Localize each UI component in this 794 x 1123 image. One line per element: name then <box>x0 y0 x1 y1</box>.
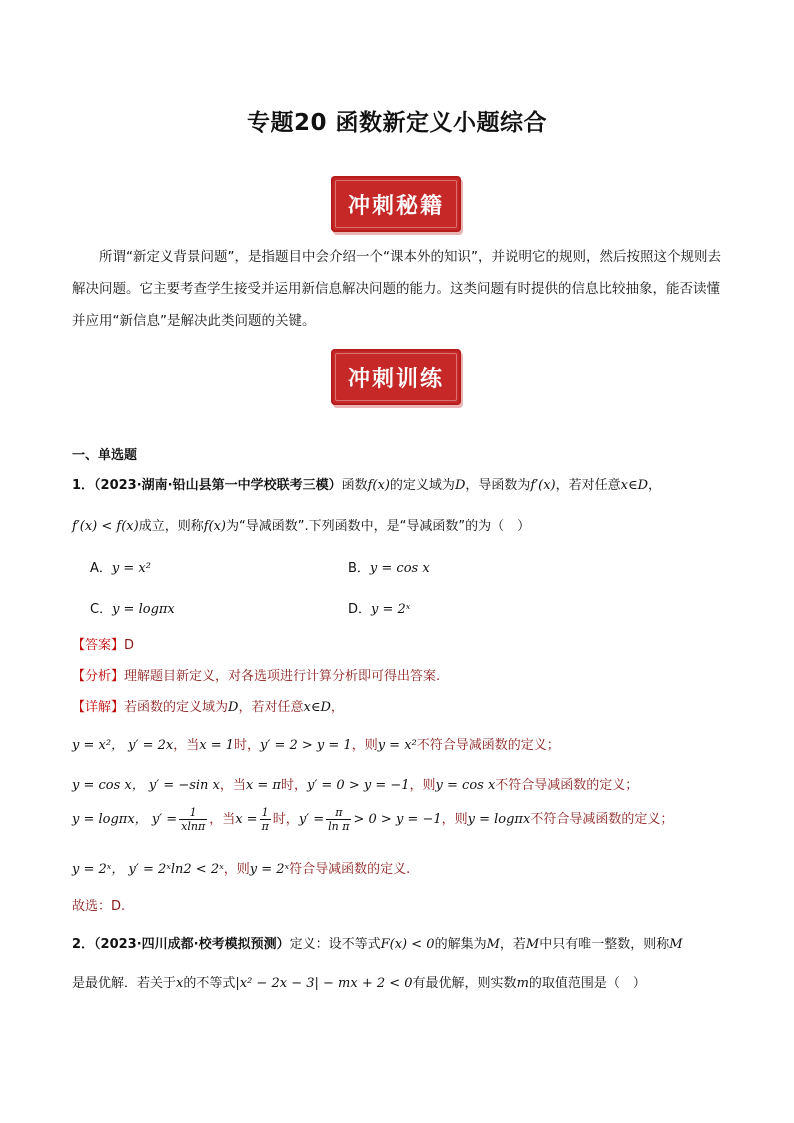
fraction <box>260 806 271 833</box>
q1-text: 的定义域为 <box>389 478 455 493</box>
q1-step4 <box>72 858 410 877</box>
step-text: ，当 <box>209 812 236 827</box>
step-text: ，则 <box>409 778 436 793</box>
q2-line1 <box>72 933 683 952</box>
analysis-tag: 【分析】 <box>72 669 125 684</box>
q1-option-b <box>348 557 430 576</box>
analysis-text: 理解题目新定义，对各选项进行计算分析即可得出答案. <box>124 669 441 684</box>
option-label: D． <box>348 602 372 617</box>
q1-step3 <box>72 806 673 833</box>
q1-text: 成立，则称 <box>138 519 204 534</box>
q2-text: 有最优解，则实数 <box>412 976 517 991</box>
step-text: ，则 <box>441 812 468 827</box>
q1-option-d <box>348 598 410 617</box>
step-math: x = π <box>245 778 281 793</box>
fraction-numerator: 1 <box>179 806 207 820</box>
step-text: ，则 <box>351 738 378 753</box>
q1-math: D <box>454 478 466 493</box>
page-title: 专题20 函数新定义小题综合 <box>246 110 547 136</box>
detail-text: ，若对任意 <box>238 700 304 715</box>
answer-value: D <box>124 638 135 653</box>
option-math: y = cos x <box>369 561 430 576</box>
q1-detail <box>72 696 344 715</box>
step-text: 时， <box>272 812 299 827</box>
q2-text: 的取值范围是（ ） <box>528 976 646 991</box>
option-math: y = logπx <box>112 602 175 617</box>
detail-tag: 【详解】 <box>72 700 125 715</box>
q1-step1 <box>72 734 560 753</box>
option-math: y = x² <box>111 561 151 576</box>
step-text: 不符合导减函数的定义； <box>495 778 639 793</box>
q2-number: 2． <box>72 937 95 952</box>
q1-number: 1． <box>72 478 95 493</box>
q2-math: M <box>525 937 540 952</box>
fraction-numerator: 1 <box>260 806 271 820</box>
fraction <box>179 806 207 833</box>
step-math: x = 1 <box>199 738 235 753</box>
step-text: 符合导减函数的定义. <box>289 862 411 877</box>
option-math: y = 2ˣ <box>371 602 411 617</box>
step-math: y′ = <box>298 812 325 827</box>
q2-text: 的不等式 <box>183 976 236 991</box>
step-text: 不符合导减函数的定义； <box>416 738 560 753</box>
q2-math: M <box>486 937 500 952</box>
fraction-denominator: xlnπ <box>181 820 206 833</box>
detail-math: x∈D <box>303 700 331 715</box>
q1-math: f′(x) < f(x) <box>72 519 139 534</box>
q2-math: x <box>176 976 184 991</box>
step-math: y = 2ˣ <box>249 862 290 877</box>
step-math: y = logπx， y′ = <box>72 812 178 827</box>
step-math: y′ = 2 > y = 1 <box>260 738 352 753</box>
section-heading: 一、单选题 <box>72 448 138 463</box>
intro-paragraph: 所谓“新定义背景问题”，是指题目中会介绍一个“课本外的知识”，并说明它的规则，然后按照这个规则去解决问题。它主要考查学生接受并运用新信息解决问题的能力。这类问题有时提供的信息比较抽象，能否读懂并应用“新信息”是解决此类问题的关键。 <box>72 249 721 329</box>
q2-source: （2023·四川成都·校考模拟预测） <box>94 937 290 952</box>
step-math: y = logπx <box>467 812 531 827</box>
step-text: ，当 <box>173 738 200 753</box>
step-text: 时， <box>234 738 261 753</box>
step-math: y = x²， y′ = 2x <box>72 738 174 753</box>
q1-choose: 故选：D. <box>72 899 126 914</box>
q1-math: x∈D <box>620 478 649 493</box>
option-label: A． <box>90 561 112 576</box>
fraction-numerator: π <box>326 806 351 820</box>
option-label: B． <box>348 561 370 576</box>
q2-math: F(x) < 0 <box>380 937 435 952</box>
q2-text: 定义：设不等式 <box>289 937 381 952</box>
step-text: 时， <box>280 778 307 793</box>
step-text: 不符合导减函数的定义； <box>530 812 674 827</box>
step-math: y = cos x <box>435 778 496 793</box>
q2-line2 <box>72 972 646 991</box>
fraction <box>326 806 351 833</box>
step-math: y = 2ˣ， y′ = 2ˣln2 < 2ˣ <box>72 862 224 877</box>
q1-line1 <box>72 474 661 493</box>
q1-math: f(x) <box>367 478 390 493</box>
q2-math: M <box>669 937 683 952</box>
q2-text: ，若 <box>499 937 526 952</box>
q2-math: m <box>516 976 529 991</box>
fraction-denominator: ln π <box>328 820 350 833</box>
q2-text: 中只有唯一整数，则称 <box>539 937 670 952</box>
q1-math: f′(x) <box>530 478 556 493</box>
banner-sprint-training <box>331 349 461 405</box>
q1-source: （2023·湖南·铅山县第一中学校联考三模） <box>94 478 342 493</box>
q1-option-c <box>90 598 175 617</box>
banner-sprint-tips-label: 冲刺秘籍 <box>347 192 444 219</box>
q1-text: ，导函数为 <box>465 478 531 493</box>
answer-tag: 【答案】 <box>72 638 125 653</box>
q1-text: 函数 <box>341 478 368 493</box>
banner-sprint-tips <box>331 176 461 232</box>
q1-text: 为“导减函数”.下列函数中，是“导减函数”的为（ ） <box>226 519 531 534</box>
q1-text: ， <box>648 478 662 493</box>
step-math: y = cos x， y′ = −sin x <box>72 778 220 793</box>
fraction-denominator: π <box>261 820 269 833</box>
detail-text: 若函数的定义域为 <box>124 700 229 715</box>
step-math: > 0 > y = −1 <box>353 812 442 827</box>
q1-answer <box>72 634 134 653</box>
step-math: y = x² <box>377 738 417 753</box>
q2-text: 的解集为 <box>434 937 487 952</box>
step-math: x = <box>235 812 258 827</box>
q1-analysis <box>72 665 440 684</box>
detail-text: ， <box>330 700 344 715</box>
q1-option-a <box>90 557 151 576</box>
step-text: ，当 <box>219 778 246 793</box>
step-text: ，则 <box>223 862 250 877</box>
q2-math: |x² − 2x − 3| − mx + 2 < 0 <box>235 976 413 991</box>
option-label: C． <box>90 602 113 617</box>
q1-text: ，若对任意 <box>555 478 621 493</box>
step-math: y′ = 0 > y = −1 <box>306 778 410 793</box>
detail-math: D <box>228 700 239 715</box>
q2-text: 是最优解．若关于 <box>72 976 177 991</box>
q1-math: f(x) <box>203 519 226 534</box>
q1-line2 <box>72 515 530 534</box>
banner-sprint-training-label: 冲刺训练 <box>347 365 444 392</box>
q1-step2 <box>72 774 638 793</box>
